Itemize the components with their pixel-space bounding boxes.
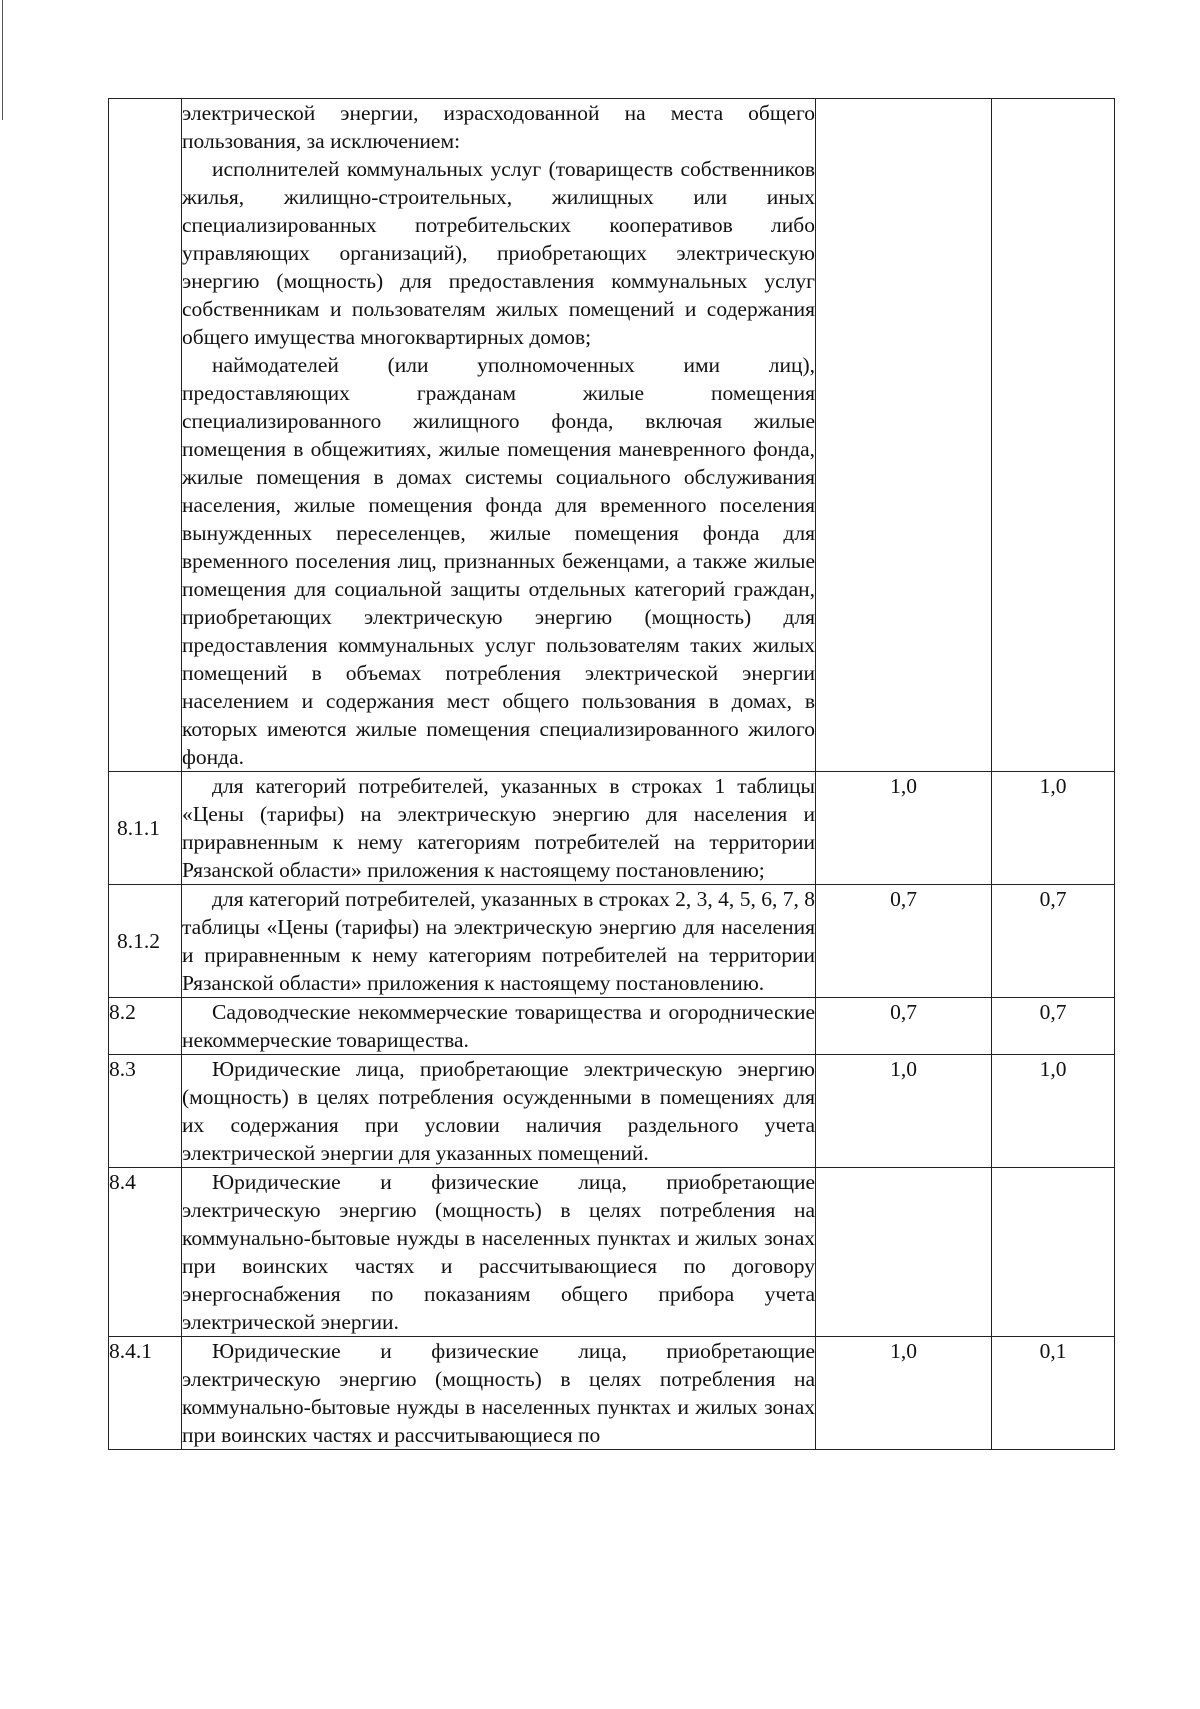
table-row xyxy=(109,1055,1115,1168)
description-paragraph: электрической энергии, израсходованной на места общего пользования, за исключением: xyxy=(182,101,815,153)
table-row xyxy=(109,772,1115,885)
row-number: 8.1.1 xyxy=(109,772,182,885)
row-number: 8.4 xyxy=(109,1168,182,1337)
description-paragraph: наймодателей (или уполномоченных ими лиц), предоставляющих гражданам жилые помещения специализированного жилищного фонда, включая жилые помещения в общежитиях, жилые помещения маневренного фонда, жилые помещения в домах системы социального обслуживания населения, жилые помещения фонда для временного поселения вынужденных переселенцев, жилые помещения фонда для временного поселения лиц, признанных беженцами, а также жилые помещения для социальной защиты отдельных категорий граждан, приобретающих электрическую энергию (мощность) для предоставления коммунальных услуг пользователям таких жилых помещений в объемах потребления электрической энергии населением и содержания мест общего пользования в домах, в которых имеются жилые помещения специализированного жилого фонда. xyxy=(182,353,815,769)
row-value-2: 0,7 xyxy=(992,885,1115,998)
table-row xyxy=(109,998,1115,1055)
row-value-1: 0,7 xyxy=(816,998,992,1055)
row-value-1 xyxy=(816,99,992,772)
row-description xyxy=(182,772,816,885)
row-description xyxy=(182,885,816,998)
row-description xyxy=(182,99,816,772)
row-number: 8.4.1 xyxy=(109,1337,182,1450)
description-paragraph: Юридические лица, приобретающие электрическую энергию (мощность) в целях потребления осужденными в помещениях для их содержания при условии наличия раздельного учета электрической энергии для указанных помещений. xyxy=(182,1057,815,1165)
description-paragraph: для категорий потребителей, указанных в строках 2, 3, 4, 5, 6, 7, 8 таблицы «Цены (тарифы) на электрическую энергию для населения и приравненным к нему категориям потребителей на территории Рязанской области» приложения к настоящему постановлению. xyxy=(182,887,815,995)
row-value-2: 0,7 xyxy=(992,998,1115,1055)
table-row xyxy=(109,1337,1115,1450)
row-value-2: 1,0 xyxy=(992,1055,1115,1168)
row-description xyxy=(182,1055,816,1168)
row-number xyxy=(109,99,182,772)
row-value-2: 1,0 xyxy=(992,772,1115,885)
tariff-table xyxy=(108,98,1115,1450)
row-number: 8.3 xyxy=(109,1055,182,1168)
row-number: 8.2 xyxy=(109,998,182,1055)
row-number: 8.1.2 xyxy=(109,885,182,998)
row-value-2: 0,1 xyxy=(992,1337,1115,1450)
description-paragraph: Садоводческие некоммерческие товарищества и огороднические некоммерческие товарищества. xyxy=(182,1000,815,1052)
row-description xyxy=(182,1337,816,1450)
description-paragraph: исполнителей коммунальных услуг (товариществ собственников жилья, жилищно-строительных, жилищных или иных специализированных потребительских кооперативов либо управляющих организаций), приобретающих электрическую энергию (мощность) для предоставления коммунальных услуг собственникам и пользователям жилых помещений и содержания общего имущества многоквартирных домов; xyxy=(182,157,815,349)
table-row xyxy=(109,1168,1115,1337)
row-value-2 xyxy=(992,1168,1115,1337)
row-value-1 xyxy=(816,1168,992,1337)
row-value-1: 1,0 xyxy=(816,772,992,885)
table-row xyxy=(109,885,1115,998)
row-value-2 xyxy=(992,99,1115,772)
row-value-1: 1,0 xyxy=(816,1055,992,1168)
page-margin-line xyxy=(2,0,3,120)
row-description xyxy=(182,998,816,1055)
description-paragraph: Юридические и физические лица, приобретающие электрическую энергию (мощность) в целях потребления на коммунально-бытовые нужды в населенных пунктах и жилых зонах при воинских частях и рассчитывающиеся по договору энергоснабжения по показаниям общего прибора учета электрической энергии. xyxy=(182,1170,815,1334)
description-paragraph: Юридические и физические лица, приобретающие электрическую энергию (мощность) в целях потребления на коммунально-бытовые нужды в населенных пунктах и жилых зонах при воинских частях и рассчитывающиеся по xyxy=(182,1339,815,1447)
description-paragraph: для категорий потребителей, указанных в строках 1 таблицы «Цены (тарифы) на электрическую энергию для населения и приравненным к нему категориям потребителей на территории Рязанской области» приложения к настоящему постановлению; xyxy=(182,774,815,882)
row-value-1: 0,7 xyxy=(816,885,992,998)
table-row xyxy=(109,99,1115,772)
row-description xyxy=(182,1168,816,1337)
row-value-1: 1,0 xyxy=(816,1337,992,1450)
